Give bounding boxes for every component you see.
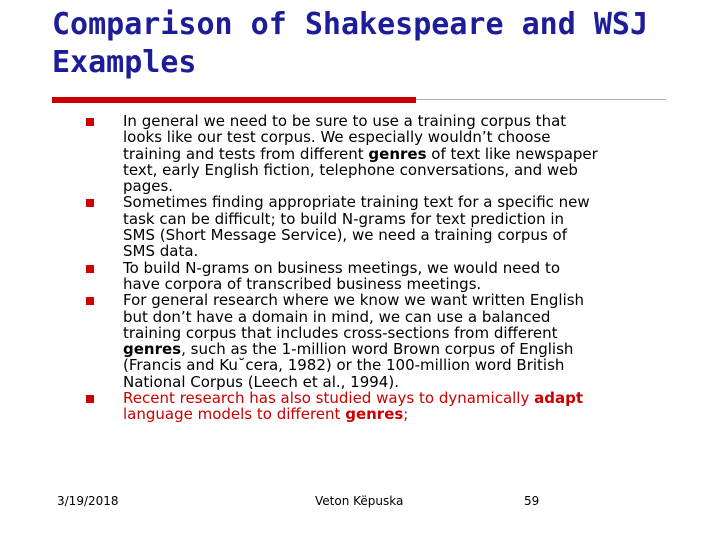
footer-author: Veton Këpuska bbox=[315, 494, 404, 508]
bullet-line: training and tests from different genres of text like newspaper bbox=[123, 144, 598, 163]
bullet-line: have corpora of transcribed business meetings. bbox=[123, 274, 482, 293]
bullet-line: SMS data. bbox=[123, 242, 199, 261]
square-bullet-icon bbox=[86, 118, 94, 126]
page-number: 59 bbox=[524, 494, 540, 508]
bullet-line: SMS (Short Message Service), we need a training corpus of bbox=[123, 226, 567, 245]
bold-term: genres bbox=[368, 144, 427, 163]
bullet-line: genres, such as the 1-million word Brown corpus of English bbox=[123, 340, 574, 359]
bullet-line: but don’t have a domain in mind, we can use a balanced bbox=[123, 307, 551, 326]
bullet-item-adapt bbox=[0, 390, 671, 423]
square-bullet-icon bbox=[86, 265, 94, 273]
bullet-line: To build N-grams on business meetings, we would need to bbox=[123, 258, 560, 277]
bullet-item-sms bbox=[0, 194, 671, 259]
bullet-line: text, early English fiction, telephone conversations, and web bbox=[123, 160, 578, 179]
bullet-item-training-corpus bbox=[0, 113, 671, 194]
slide-title: Comparison of Shakespeare and WSJ Examples bbox=[52, 7, 649, 80]
bullet-line: Recent research has also studied ways to dynamically adapt bbox=[123, 389, 584, 408]
bullet-list bbox=[0, 113, 720, 423]
square-bullet-icon bbox=[86, 395, 94, 403]
square-bullet-icon bbox=[86, 297, 94, 305]
bullet-line: For general research where we know we want written English bbox=[123, 291, 585, 310]
bullet-line: looks like our test corpus. We especially wouldn’t choose bbox=[123, 128, 551, 147]
bullet-line: language models to different genres; bbox=[123, 405, 409, 424]
bullet-line: training corpus that includes cross-sections from different bbox=[123, 323, 558, 342]
bullet-line: (Francis and Ku˘cera, 1982) or the 100-million word British bbox=[123, 356, 565, 375]
bullet-item-balanced-corpus bbox=[0, 292, 671, 390]
title-underline bbox=[52, 97, 416, 103]
bullet-line: task can be difficult; to build N-grams for text prediction in bbox=[123, 209, 565, 228]
square-bullet-icon bbox=[86, 199, 94, 207]
bold-term: adapt bbox=[534, 389, 584, 408]
bullet-item-business-meetings bbox=[0, 260, 671, 293]
bullet-line: In general we need to be sure to use a training corpus that bbox=[123, 112, 567, 130]
bullet-line: Sometimes finding appropriate training text for a specific new bbox=[123, 193, 590, 212]
bold-term: genres bbox=[345, 405, 404, 424]
footer-date: 3/19/2018 bbox=[57, 494, 119, 508]
bullet-line: National Corpus (Leech et al., 1994). bbox=[123, 372, 399, 391]
bold-term: genres bbox=[123, 340, 182, 359]
bullet-line: pages. bbox=[123, 177, 174, 196]
